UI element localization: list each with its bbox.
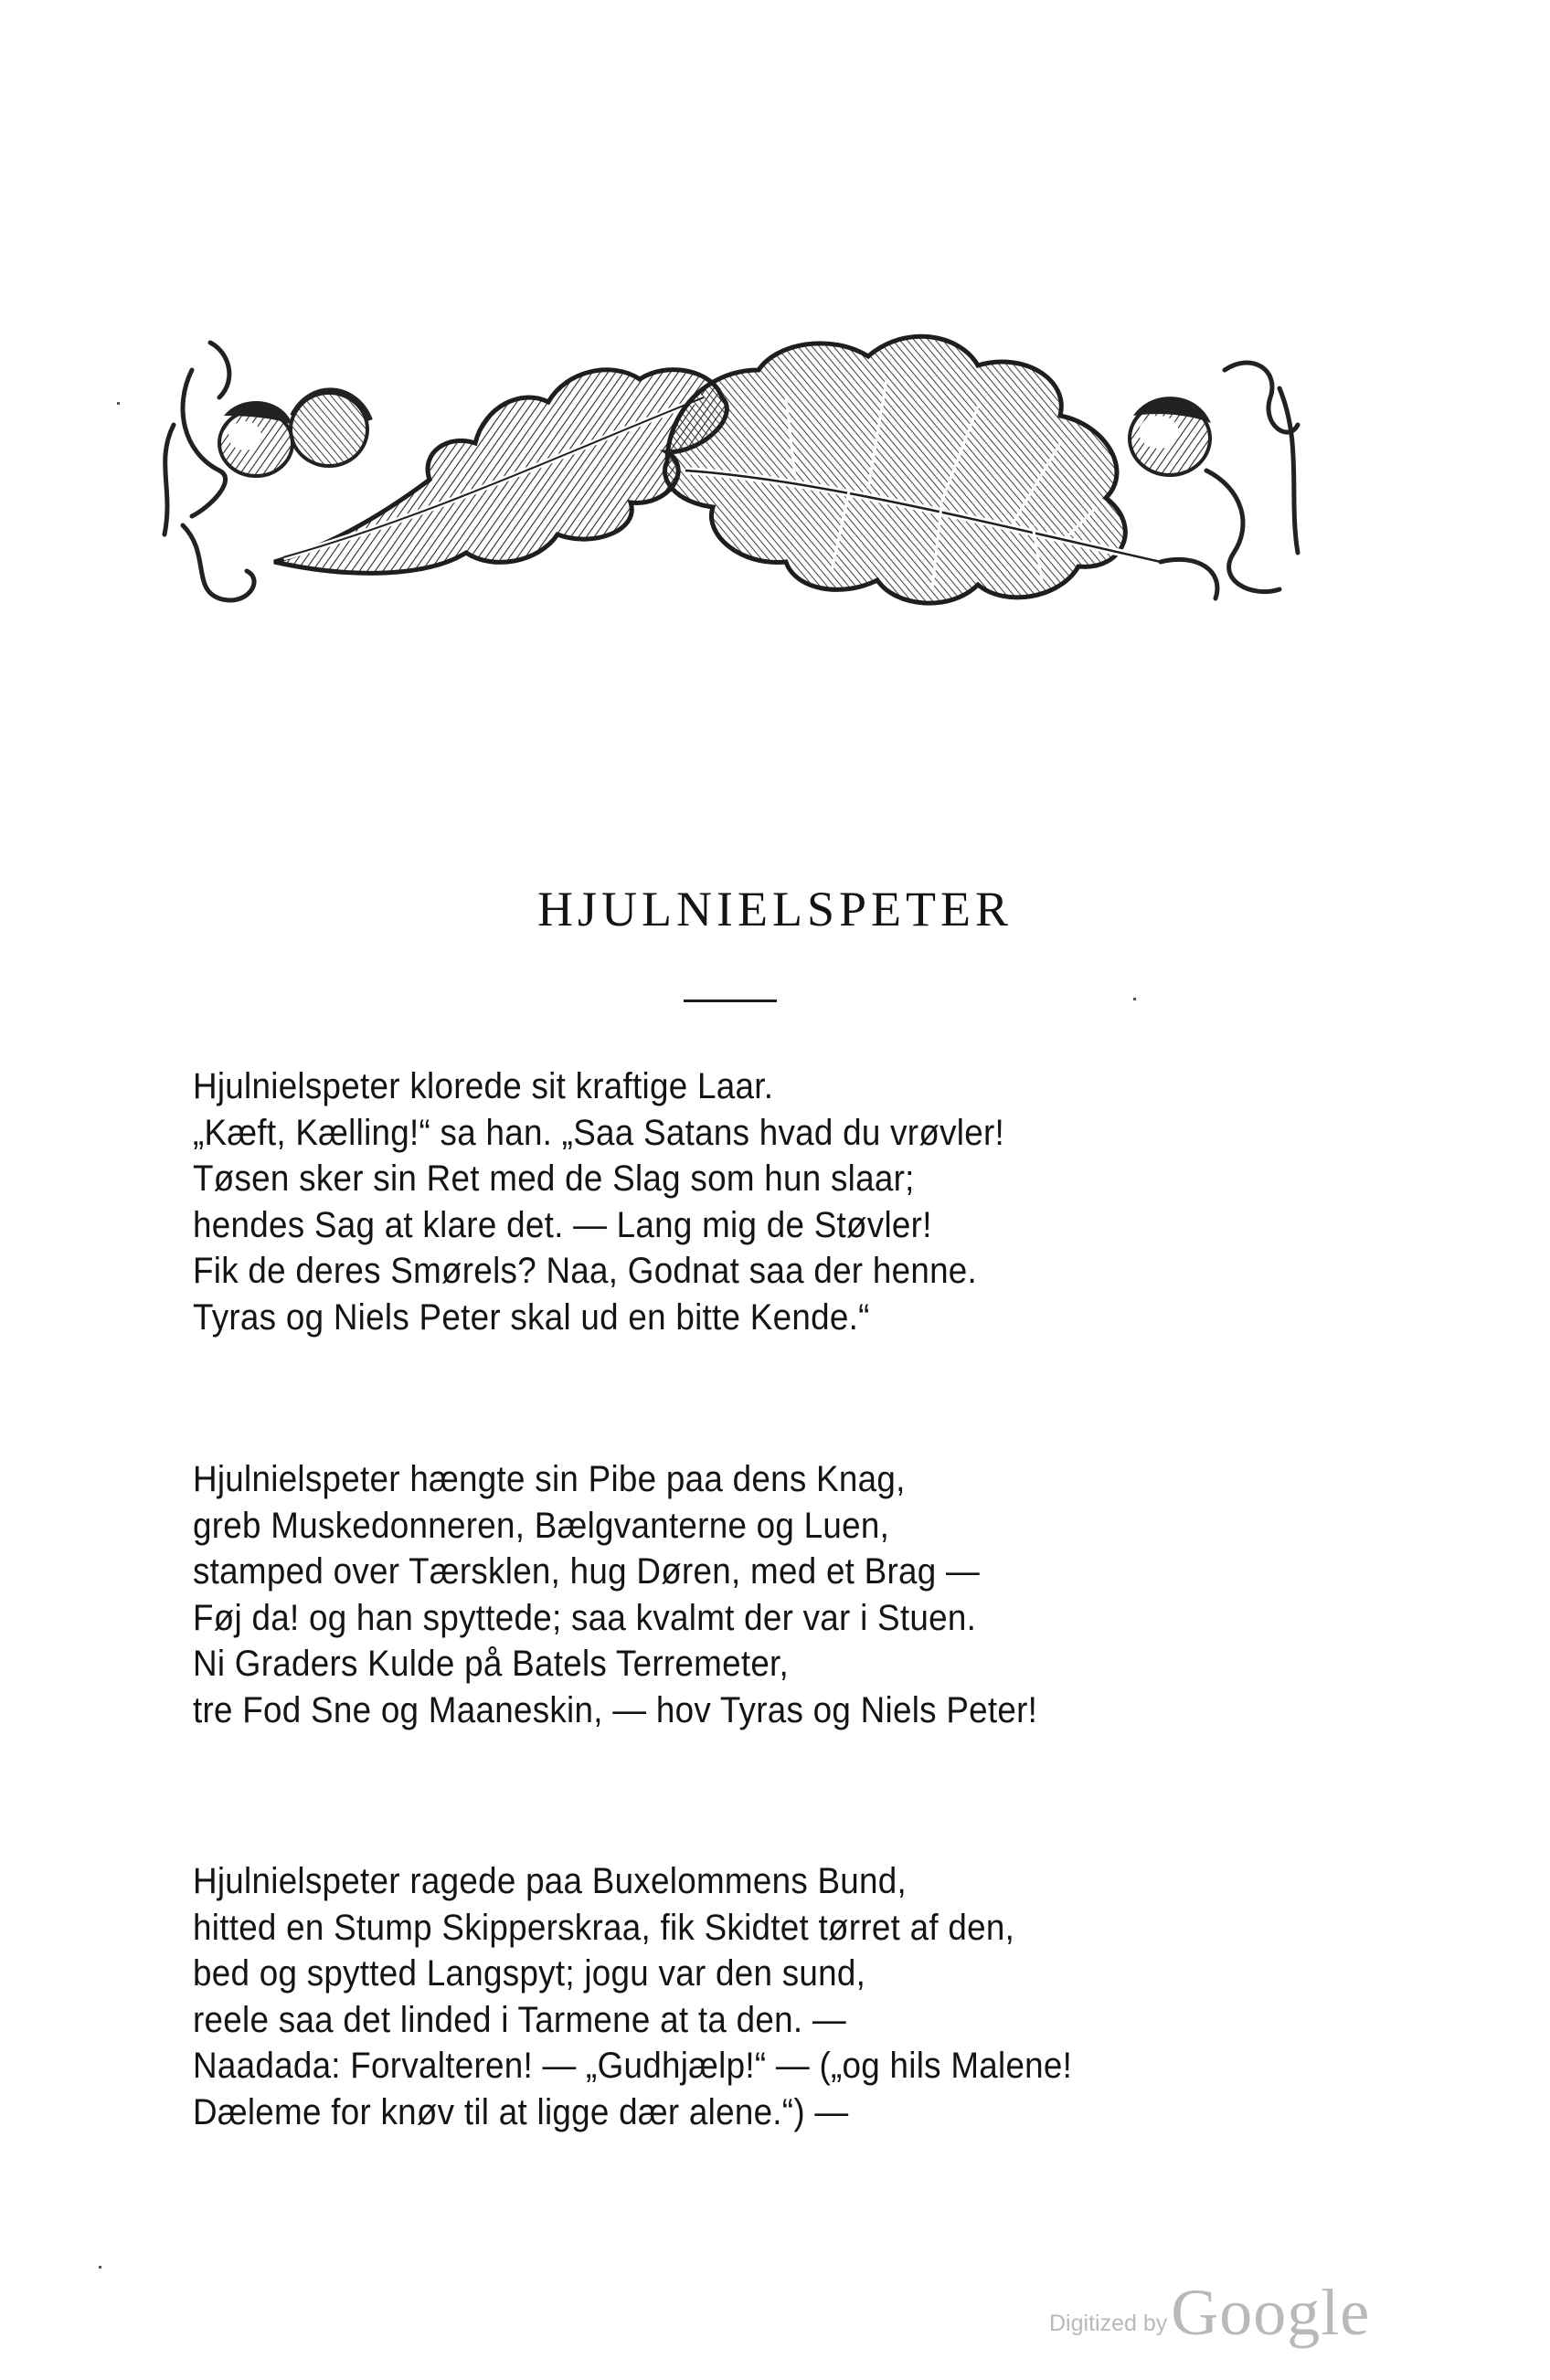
verse-line: Dæleme for knøv til at ligge dær alene.“) — — [193, 2091, 849, 2132]
verse-line: bed og spytted Langspyt; jogu var den sund, — [193, 1953, 866, 1994]
verse-line: Fik de deres Smørels? Naa, Godnat saa der henne. — [193, 1251, 978, 1291]
verse-line: stamped over Tærsklen, hug Døren, med et Brag — — [193, 1551, 981, 1592]
stanza-1 — [193, 1063, 1075, 1340]
scan-speck — [117, 402, 120, 405]
verse-line: Hjulnielspeter ragede paa Buxelommens Bund, — [193, 1861, 908, 1901]
scan-speck — [1133, 998, 1136, 1000]
poem-title: HJULNIELSPETER — [537, 882, 1013, 936]
right-oak-leaf-icon — [664, 336, 1161, 603]
verse-line: hitted en Stump Skipperskraa, fik Skidtet tørret af den, — [193, 1907, 1015, 1948]
verse-line: Ni Graders Kulde på Batels Terremeter, — [193, 1644, 790, 1684]
verse-line: Tyras og Niels Peter skal ud en bitte Kende.“ — [193, 1296, 870, 1338]
scan-speck — [99, 2266, 101, 2269]
right-acorn-icon — [1130, 397, 1211, 475]
verse-line: hendes Sag at klare det. — Lang mig de Støvler! — [193, 1204, 932, 1245]
verse-line: Naadada: Forvalteren! — „Gudhjælp!“ — („og hils Malene! — [193, 2046, 1073, 2086]
verse-line: Hjulnielspeter klorede sit kraftige Laar. — [193, 1066, 774, 1106]
watermark-brand-logo: Google — [1171, 2276, 1371, 2349]
verse-line: greb Muskedonneren, Bælgvanterne og Luen, — [193, 1505, 890, 1546]
left-acorn-cup-icon — [291, 390, 370, 466]
verse-line: Hjulnielspeter hængte sin Pibe paa dens Knag, — [193, 1459, 906, 1499]
stanza-2 — [193, 1456, 1111, 1733]
watermark-prefix: Digitized by — [1049, 2311, 1168, 2336]
left-acorn-icon — [219, 401, 292, 476]
verse-line: reele saa det linded i Tarmene at ta den. — — [193, 1999, 846, 2040]
verse-line: tre Fod Sne og Maaneskin, — hov Tyras og Niels Peter! — [193, 1689, 1038, 1730]
digitized-by-google-watermark — [1049, 2275, 1370, 2351]
stanza-3 — [193, 1858, 1149, 2135]
oak-leaf-acorn-ornament — [155, 315, 1307, 626]
verse-line: Tøsen sker sin Ret med de Slag som hun slaar; — [193, 1158, 915, 1199]
verse-line: Føj da! og han spyttede; saa kvalmt der var i Stuen. — [193, 1597, 977, 1638]
verse-line: „Kæft, Kælling!“ sa han. „Saa Satans hvad du vrøvler! — [193, 1112, 1005, 1153]
title-divider — [684, 1000, 777, 1002]
